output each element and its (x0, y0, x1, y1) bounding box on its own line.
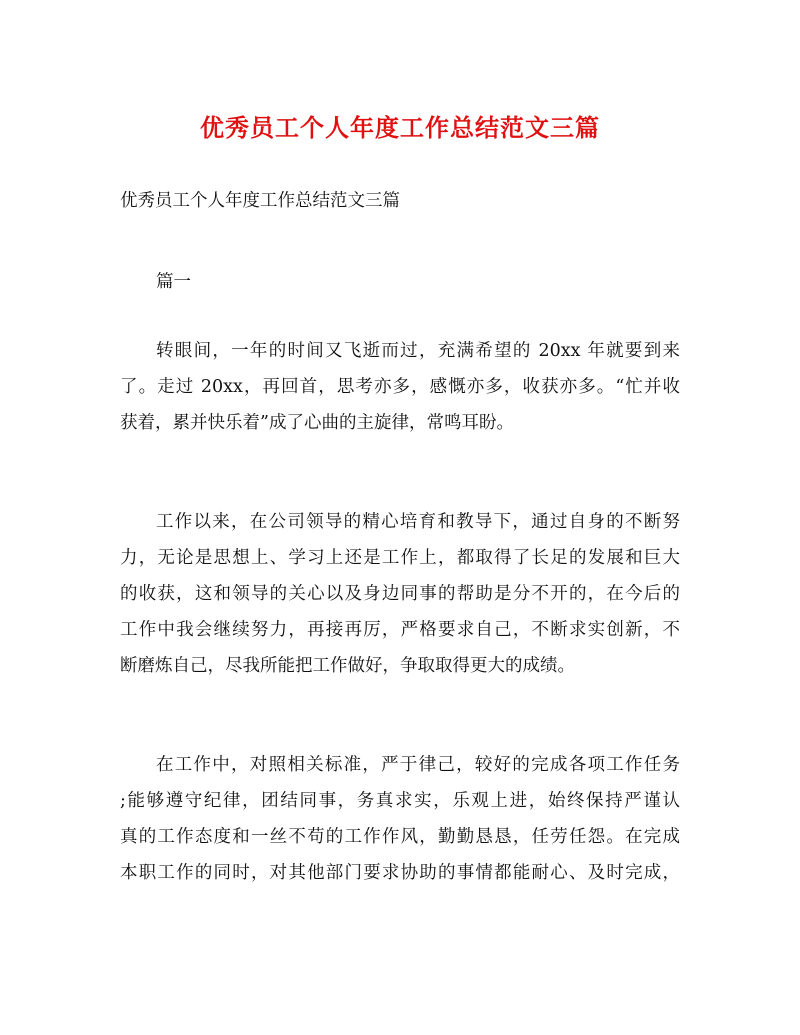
paragraph-line: 断磨炼自己，尽我所能把工作做好，争取取得更大的成绩。 (120, 656, 575, 676)
paragraph-line: 力，无论是思想上、学习上还是工作上，都取得了长足的发展和巨大 (120, 548, 680, 568)
paragraph-line: 在工作中，对照相关标准，严于律己，较好的完成各项工作任务 (156, 755, 680, 775)
paragraph-line: 了。走过 20xx，再回首，思考亦多，感慨亦多，收获亦多。“忙并收 (120, 377, 680, 397)
paragraph-line: 转眼间，一年的时间又飞逝而过，充满希望的 20xx 年就要到来 (156, 341, 680, 361)
paragraph-3 (120, 747, 680, 891)
document-subtitle: 优秀员工个人年度工作总结范文三篇 (120, 191, 400, 211)
paragraph-line: 本职工作的同时，对其他部门要求协助的事情都能耐心、及时完成， (120, 863, 680, 883)
section-heading: 篇一 (156, 272, 191, 292)
paragraph-2 (120, 504, 680, 684)
paragraph-line: 真的工作态度和一丝不苟的工作作风，勤勤恳恳，任劳任怨。在完成 (120, 827, 680, 847)
paragraph-line: 工作中我会继续努力，再接再厉，严格要求自己，不断求实创新，不 (120, 620, 680, 640)
paragraph-line: ;能够遵守纪律，团结同事，务真求实，乐观上进，始终保持严谨认 (120, 791, 680, 811)
paragraph-1 (120, 333, 680, 441)
document-title: 优秀员工个人年度工作总结范文三篇 (200, 113, 600, 142)
paragraph-line: 获着，累并快乐着”成了心曲的主旋律，常鸣耳盼。 (120, 413, 514, 433)
paragraph-line: 的收获，这和领导的关心以及身边同事的帮助是分不开的，在今后的 (120, 584, 680, 604)
paragraph-line: 工作以来，在公司领导的精心培育和教导下，通过自身的不断努 (156, 512, 680, 532)
